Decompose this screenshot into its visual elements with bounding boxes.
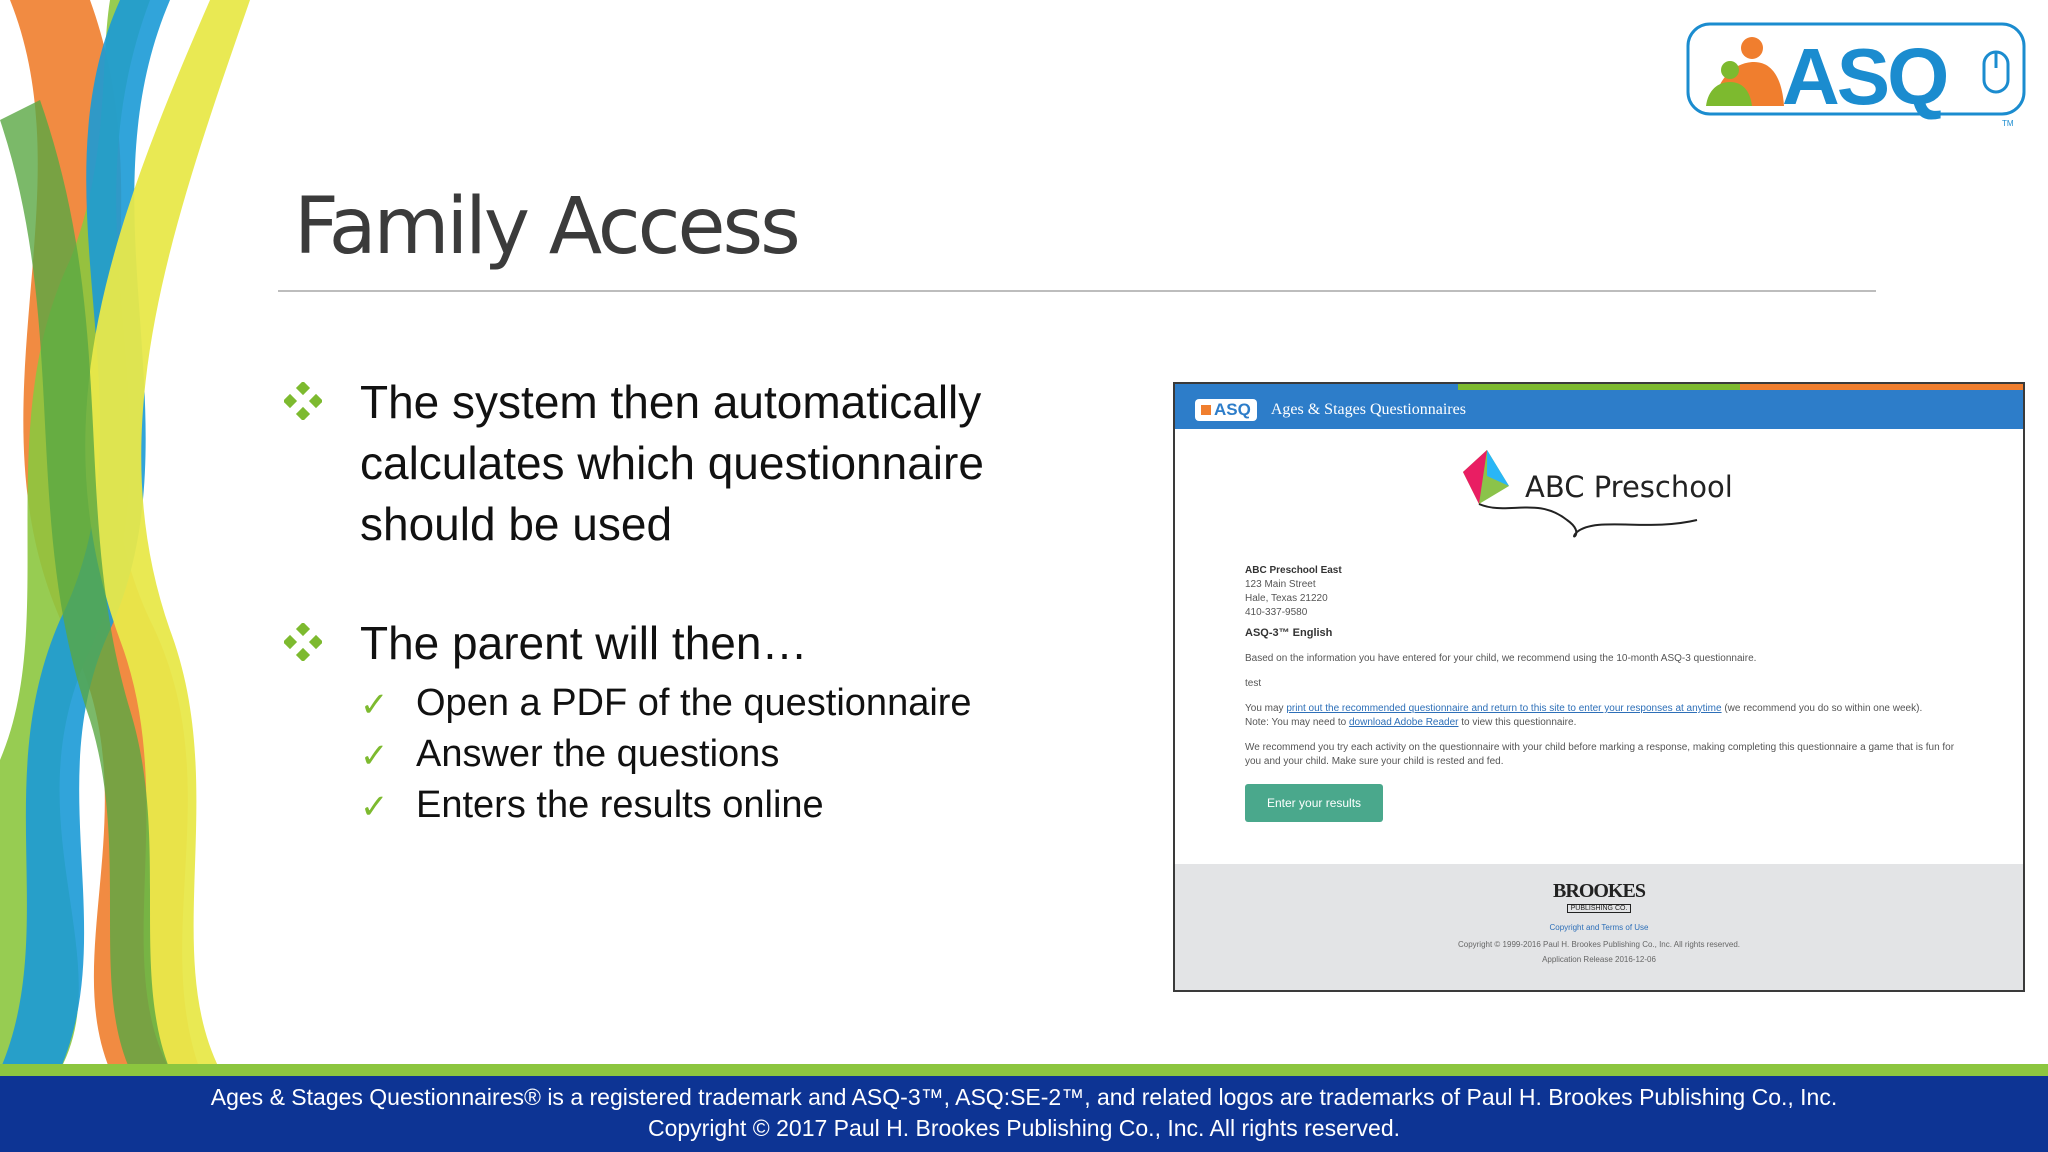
four-diamond-bullet-icon	[284, 382, 322, 420]
decorative-ribbons	[0, 0, 260, 1070]
footer-green-bar	[0, 1064, 2048, 1076]
bullet-item	[284, 613, 1044, 831]
checkmark-icon: ✓	[360, 737, 389, 775]
asq-logo	[1684, 20, 2028, 132]
checkmark-icon: ✓	[360, 788, 389, 826]
footer-copyright-text: Copyright © 2017 Paul H. Brookes Publishing Co., Inc. All rights reserved.	[647, 1115, 1401, 1141]
sub-bullet-text: Answer the questions	[416, 733, 780, 775]
program-phone: 410-337-9580	[1245, 607, 1308, 618]
bullet-text: The system then automatically calculates which questionnaire should be used	[360, 376, 984, 550]
sub-bullet-list	[360, 678, 1044, 831]
program-city: Hale, Texas 21220	[1245, 593, 1328, 604]
color-stripe	[1175, 384, 2023, 390]
questionnaire-info	[1245, 564, 1965, 822]
school-name: ABC Preschool	[1525, 470, 1733, 504]
sub-bullet-text: Open a PDF of the questionnaire	[416, 682, 972, 724]
checkmark-icon: ✓	[360, 686, 389, 724]
site-header-title: Ages & Stages Questionnaires	[1270, 400, 1466, 418]
recommendation-text: Based on the information you have entered for your child, we recommend using the 10-month ASQ-3 questionnaire.	[1245, 653, 1757, 664]
logo-tm: TM	[2002, 119, 2014, 128]
brookes-logo: BROOKES	[1553, 880, 1645, 902]
bullet-item	[284, 372, 1044, 555]
program-name: ABC Preschool East	[1245, 565, 1342, 576]
bullet-list	[284, 372, 1044, 831]
program-street: 123 Main Street	[1245, 579, 1316, 590]
footer-trademark-text: Ages & Stages Questionnaires® is a registered trademark and ASQ-3™, ASQ:SE-2™, and related logos are trademarks of Paul H. Brookes Publishing Co., Inc.	[210, 1084, 1838, 1110]
title-divider	[278, 290, 1876, 292]
sub-bullet-item	[360, 729, 1044, 780]
adobe-reader-link[interactable]: download Adobe Reader	[1348, 717, 1459, 728]
family-access-screenshot	[1173, 382, 2025, 992]
logo-text: ASQ	[1782, 32, 1947, 121]
bullet-text: The parent will then…	[360, 617, 808, 669]
footer-blue-bar	[0, 1076, 2048, 1152]
activity-note: We recommend you try each activity on the questionnaire with your child before marking a response, making completing this questionnaire a game that is fun for you and your child. Make sure your child is rested and fed.	[1245, 742, 1955, 767]
questionnaire-name: ASQ-3™ English	[1245, 627, 1333, 639]
site-header	[1175, 390, 2023, 429]
sub-bullet-text: Enters the results online	[416, 784, 824, 826]
logo-mark-icon	[1201, 405, 1211, 415]
slide-title: Family Access	[294, 182, 798, 272]
sub-bullet-item	[360, 780, 1044, 831]
print-questionnaire-link[interactable]: print out the recommended questionnaire and return to this site to enter your responses at anytime	[1286, 703, 1722, 714]
terms-link[interactable]: Copyright and Terms of Use	[1549, 923, 1649, 932]
print-instructions: You may print out the recommended questionnaire and return to this site to enter your responses at anytime (we recommend you do so within one week). Note: You may need to download Adobe Reader to view this questionnaire.	[1245, 703, 1923, 728]
site-logo[interactable]: ASQ	[1195, 399, 1257, 421]
slide-footer	[0, 1064, 2048, 1152]
site-copyright: Copyright © 1999-2016 Paul H. Brookes Publishing Co., Inc. All rights reserved.	[1457, 940, 1741, 949]
note-text: test	[1245, 678, 1262, 689]
sub-bullet-item	[360, 678, 1044, 729]
app-release: Application Release 2016-12-06	[1542, 955, 1656, 964]
four-diamond-bullet-icon	[284, 623, 322, 661]
enter-results-button[interactable]: Enter your results	[1245, 784, 1383, 822]
site-footer	[1175, 864, 2023, 990]
brookes-logo-sub: PUBLISHING CO.	[1567, 904, 1632, 913]
